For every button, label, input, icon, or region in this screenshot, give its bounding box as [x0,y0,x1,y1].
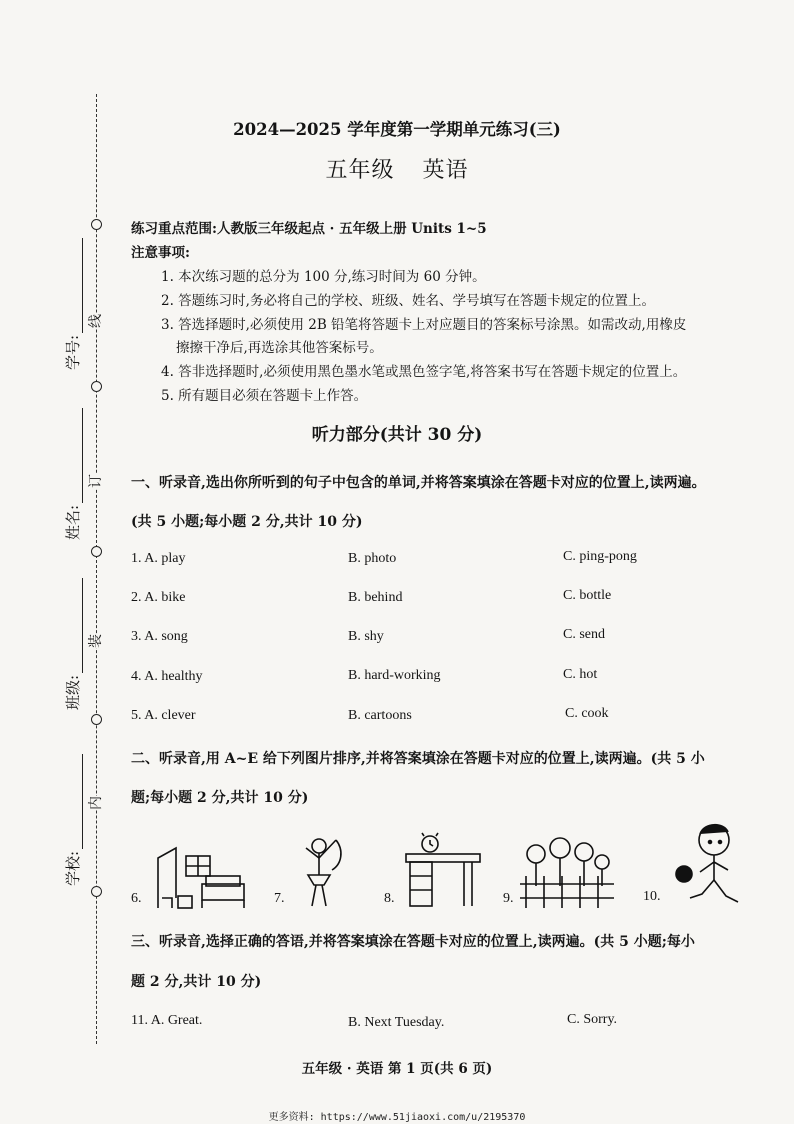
listening-section-title: 听力部分(共计 30 分) [311,425,483,445]
option-1c: C. ping-pong [563,549,637,564]
name-field[interactable]: 姓名: [62,408,83,540]
option-1a: 1. A. play [131,551,186,566]
part3-instruction-cont: 题 2 分,共计 10 分) [131,974,262,990]
notice-item: 5. 所有题目必须在答题卡上作答。 [161,388,368,404]
notice-label: 注意事项: [131,245,190,261]
living-room-icon [148,838,256,910]
option-4c: C. hot [563,667,598,682]
option-2a: 2. A. bike [131,590,186,605]
notice-item: 擦擦干净后,再选涂其他答案标号。 [176,340,383,356]
exam-subtitle [0,153,794,184]
part3-instruction: 三、听录音,选择正确的答语,并将答案填涂在答题卡对应的位置上,读两遍。(共 5 小题;每小 [131,934,695,950]
option-2b: B. behind [348,590,403,605]
part2-instruction-cont: 题;每小题 2 分,共计 10 分) [131,790,309,806]
option-4b: B. hard-working [348,668,441,683]
part1-instruction: 一、听录音,选出你所听到的句子中包含的单词,并将答案填涂在答题卡对应的位置上,读两遍。 [131,475,706,491]
part2-instruction: 二、听录音,用 A~E 给下列图片排序,并将答案填涂在答题卡对应的位置上,读两遍。(共 5 小 [131,751,705,767]
option-3b: B. shy [348,629,384,644]
exam-title: 2024—2025 学年度第一学期单元练习(三) [233,120,561,139]
binding-hole [91,546,102,557]
grade-label: 五年级 [325,158,395,183]
option-11b: B. Next Tuesday. [348,1015,445,1030]
option-11c: C. Sorry. [567,1012,618,1027]
binding-mark: 内 [84,796,106,810]
option-2c: C. bottle [563,588,612,603]
part1-scoring: (共 5 小题;每小题 2 分,共计 10 分) [131,514,363,530]
option-5c: C. cook [565,706,609,721]
notice-item: 3. 答选择题时,必须使用 2B 铅笔将答题卡上对应题目的答案标号涂黑。如需改动,用橡皮 [161,317,687,333]
picture-number: 10. [643,889,661,904]
binding-mark: 装 [84,634,106,648]
subject-label: 英语 [422,158,469,183]
picture-number: 8. [384,891,395,906]
binding-mark: 订 [84,474,106,488]
notice-item: 2. 答题练习时,务必将自己的学校、班级、姓名、学号填写在答题卡规定的位置上。 [161,293,655,309]
notice-item: 4. 答非选择题时,必须使用黑色墨水笔或黑色签字笔,将答案书写在答题卡规定的位置上。 [161,364,687,380]
binding-hole [91,219,102,230]
binding-hole [91,381,102,392]
class-field[interactable]: 班级: [62,578,83,710]
option-5a: 5. A. clever [131,708,196,723]
option-4a: 4. A. healthy [131,669,203,684]
option-11a: 11. A. Great. [131,1013,203,1028]
option-1b: B. photo [348,551,397,566]
binding-hole [91,714,102,725]
more-resources-link[interactable]: 更多资料: https://www.51jiaoxi.com/u/2195370 [268,1112,526,1123]
dancing-girl-icon [292,830,348,910]
picture-number: 7. [274,891,285,906]
boy-with-ball-icon [668,818,748,910]
binding-dashed-line [96,94,97,1044]
binding-hole [91,886,102,897]
student-id-field[interactable]: 学号: [62,238,83,370]
page-footer: 五年级 · 英语 第 1 页(共 6 页) [301,1061,493,1077]
option-3c: C. send [563,627,605,642]
picture-number: 9. [503,891,514,906]
desk-with-clock-icon [402,830,484,910]
option-5b: B. cartoons [348,708,412,723]
option-3a: 3. A. song [131,629,188,644]
notice-item: 1. 本次练习题的总分为 100 分,练习时间为 60 分钟。 [161,269,486,285]
scope-text: 练习重点范围:人教版三年级起点 · 五年级上册 Units 1~5 [131,221,487,237]
picture-number: 6. [131,891,142,906]
flowers-fence-icon [516,836,618,910]
school-field[interactable]: 学校: [62,754,83,886]
binding-mark: 线 [84,314,106,328]
